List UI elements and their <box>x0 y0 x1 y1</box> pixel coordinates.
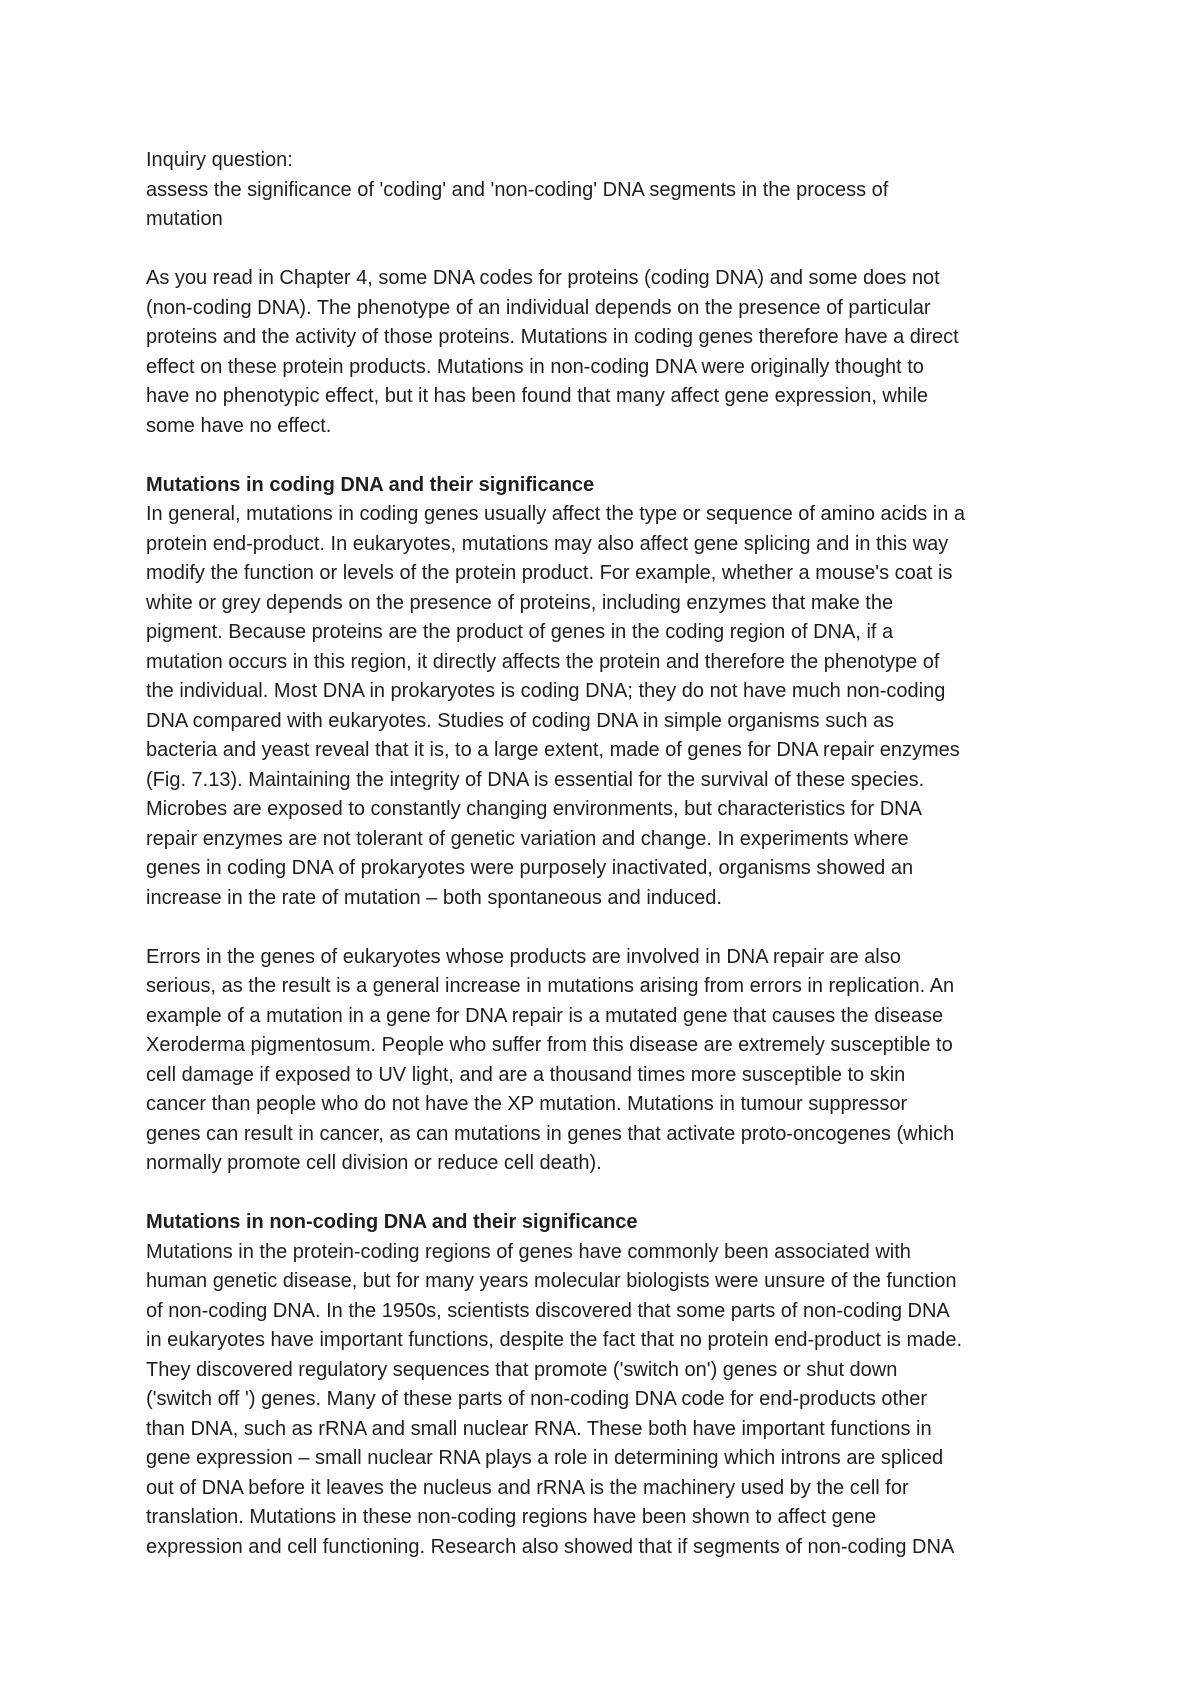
paragraph-gap <box>146 1179 1074 1209</box>
text-line: Errors in the genes of eukaryotes whose products are involved in DNA repair are also <box>146 945 901 968</box>
text-line: As you read in Chapter 4, some DNA codes for proteins (coding DNA) and some does not <box>146 267 940 289</box>
text-line: normally promote cell division or reduce cell death). <box>146 1152 602 1174</box>
paragraph-gap <box>146 441 1074 471</box>
section-heading-noncoding: Mutations in non-coding DNA and their significance <box>146 1211 638 1233</box>
text-line: cancer than people who do not have the XP mutation. Mutations in tumour suppressor <box>146 1093 908 1115</box>
text-line: have no phenotypic effect, but it has been found that many affect gene expression, while <box>146 385 929 407</box>
text-line: (Fig. 7.13). Maintaining the integrity of DNA is essential for the survival of these species. <box>146 768 925 791</box>
text-line: expression and cell functioning. Research also showed that if segments of non-coding DNA <box>146 1535 955 1558</box>
section-heading-coding: Mutations in coding DNA and their significance <box>146 473 595 496</box>
intro-paragraph <box>146 264 1074 441</box>
text-line: genes can result in cancer, as can mutations in genes that activate proto-oncogenes (which <box>146 1122 955 1145</box>
text-line: ('switch off ') genes. Many of these parts of non-coding DNA code for end-products other <box>146 1388 928 1410</box>
text-line: genes in coding DNA of prokaryotes were purposely inactivated, organisms showed an <box>146 857 914 879</box>
text-line: serious, as the result is a general increase in mutations arising from errors in replication. An <box>146 975 955 997</box>
text-line: some have no effect. <box>146 414 332 437</box>
text-line: repair enzymes are not tolerant of genetic variation and change. In experiments where <box>146 827 909 850</box>
text-line: They discovered regulatory sequences that promote ('switch on') genes or shut down <box>146 1358 898 1381</box>
inquiry-question <box>146 176 1074 235</box>
paragraph-gap <box>146 913 1074 943</box>
text-line: effect on these protein products. Mutations in non-coding DNA were originally thought to <box>146 355 924 378</box>
text-line: example of a mutation in a gene for DNA repair is a mutated gene that causes the disease <box>146 1004 944 1027</box>
inquiry-line: mutation <box>146 208 223 230</box>
text-line: pigment. Because proteins are the product of genes in the coding region of DNA, if a <box>146 621 894 643</box>
document-page <box>146 146 1074 1562</box>
text-line: mutation occurs in this region, it directly affects the protein and therefore the phenotype of <box>146 650 940 673</box>
text-line: Xeroderma pigmentosum. People who suffer from this disease are extremely susceptible to <box>146 1034 953 1056</box>
text-line: modify the function or levels of the protein product. For example, whether a mouse's coat is <box>146 562 953 584</box>
text-line: cell damage if exposed to UV light, and are a thousand times more susceptible to skin <box>146 1063 906 1086</box>
text-line: the individual. Most DNA in prokaryotes is coding DNA; they do not have much non-coding <box>146 680 946 702</box>
text-line: out of DNA before it leaves the nucleus and rRNA is the machinery used by the cell for <box>146 1476 909 1499</box>
text-line: translation. Mutations in these non-coding regions have been shown to affect gene <box>146 1506 877 1528</box>
coding-paragraph-2 <box>146 943 1074 1179</box>
text-line: In general, mutations in coding genes usually affect the type or sequence of amino acids in a <box>146 503 966 525</box>
text-line: Mutations in the protein-coding regions of genes have commonly been associated with <box>146 1240 911 1263</box>
inquiry-line: assess the significance of 'coding' and 'non-coding' DNA segments in the process of <box>146 178 889 201</box>
text-line: bacteria and yeast reveal that it is, to a large extent, made of genes for DNA repair enzymes <box>146 739 960 761</box>
text-line: proteins and the activity of those proteins. Mutations in coding genes therefore have a direct <box>146 326 959 348</box>
inquiry-label: Inquiry question: <box>146 149 293 171</box>
text-line: white or grey depends on the presence of proteins, including enzymes that make the <box>146 591 894 614</box>
text-line: protein end-product. In eukaryotes, mutations may also affect gene splicing and in this way <box>146 532 949 555</box>
coding-paragraph-1 <box>146 500 1074 913</box>
text-line: of non-coding DNA. In the 1950s, scientists discovered that some parts of non-coding DNA <box>146 1299 950 1322</box>
text-line: than DNA, such as rRNA and small nuclear RNA. These both have important functions in <box>146 1417 932 1440</box>
text-line: gene expression – small nuclear RNA plays a role in determining which introns are spliced <box>146 1447 944 1469</box>
text-line: increase in the rate of mutation – both spontaneous and induced. <box>146 886 722 909</box>
noncoding-paragraph-1 <box>146 1238 1074 1563</box>
text-line: DNA compared with eukaryotes. Studies of coding DNA in simple organisms such as <box>146 709 895 732</box>
text-line: (non-coding DNA). The phenotype of an individual depends on the presence of particular <box>146 296 931 319</box>
paragraph-gap <box>146 235 1074 265</box>
text-line: Microbes are exposed to constantly changing environments, but characteristics for DNA <box>146 798 922 820</box>
text-line: human genetic disease, but for many years molecular biologists were unsure of the function <box>146 1270 957 1292</box>
text-line: in eukaryotes have important functions, despite the fact that no protein end-product is made. <box>146 1329 963 1351</box>
